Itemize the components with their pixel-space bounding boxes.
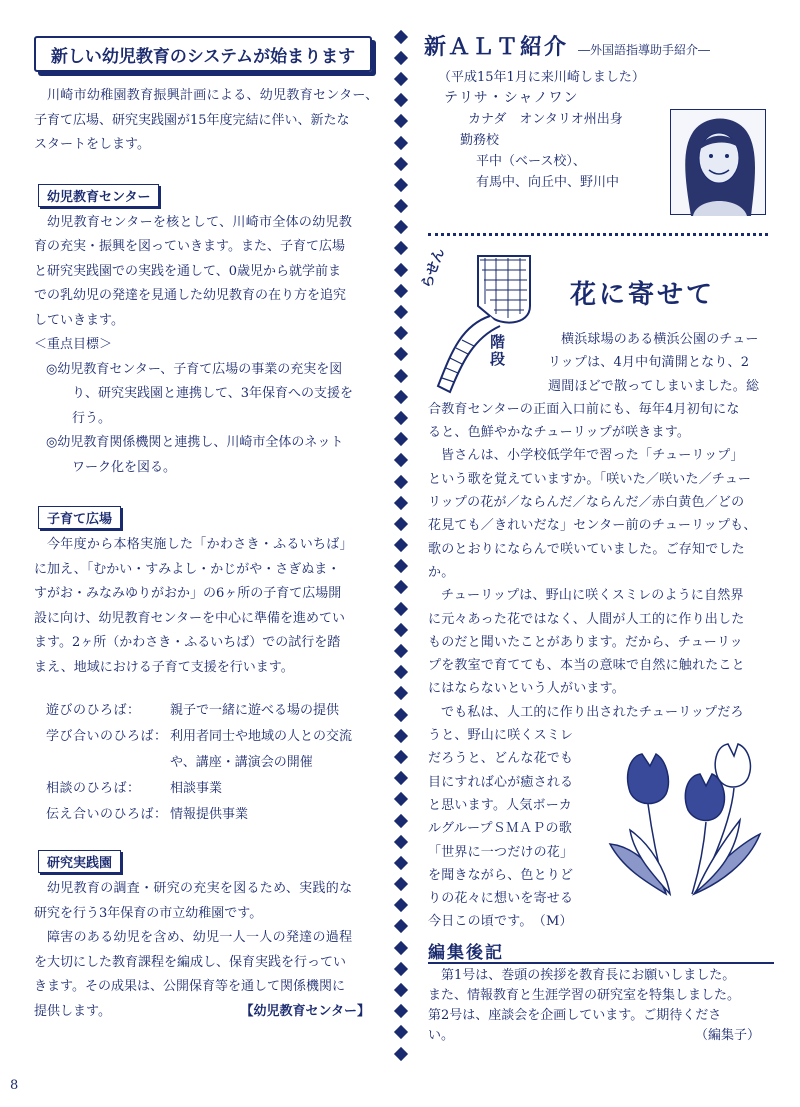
text-line: に加え、「むかい・すみよし・かじがや・さぎぬま・ — [34, 561, 341, 577]
text-line: りの花々に想いを寄せる — [428, 891, 574, 907]
text-line: ものだと聞いたことがあります。だから、チューリッ — [428, 634, 743, 650]
place-desc: や、講座・講演会の開催 — [170, 755, 313, 770]
diamond-ornament — [394, 72, 408, 86]
place-name: 伝え合いのひろば： — [46, 807, 168, 822]
list-item — [34, 776, 384, 802]
diamond-ornament — [394, 1025, 408, 1039]
place-desc: 親子で一緒に遊べる場の提供 — [170, 703, 340, 718]
place-desc: 相談事業 — [170, 781, 223, 796]
text-line: でも私は、人工的に作り出されたチューリップだろ — [441, 704, 744, 720]
text-line: 今日この頃です。 （M） — [428, 914, 573, 930]
diamond-ornament — [394, 114, 408, 128]
text-line: 目にすれば心が癒される — [428, 774, 574, 790]
diamond-ornament — [394, 813, 408, 827]
diamond-ornament — [394, 390, 408, 404]
text-line: していきます。 — [34, 312, 124, 328]
diamond-ornament — [394, 453, 408, 467]
diamond-ornament — [394, 135, 408, 149]
text-line: チューリップは、野山に咲くスミレのように自然界 — [441, 588, 744, 604]
alt-name: テリサ・シャノワン — [444, 90, 579, 106]
diamond-ornament — [394, 199, 408, 213]
diamond-ornament — [394, 517, 408, 531]
diamond-ornament — [394, 919, 408, 933]
alt-section — [424, 30, 774, 221]
diamond-ornament — [394, 157, 408, 171]
text-line: 今年度から本格実施した「かわさき・ふるいちば」 — [47, 537, 353, 552]
text-line: と思います。人気ボーカ — [428, 797, 572, 813]
text-line: リップは、4月中旬満開となり、2 — [548, 355, 750, 371]
text-line: うと、野山に咲くスミレ — [428, 728, 574, 744]
place-desc: 利用者同士や地域の人との交流 — [170, 729, 353, 744]
text-line: まえ、地域における子育て支援を行います。 — [34, 659, 294, 675]
diamond-ornament — [394, 983, 408, 997]
diamond-divider — [394, 26, 408, 1076]
text-line: 研究を行う3年保育の市立幼稚園です。 — [34, 905, 263, 921]
diamond-ornament — [394, 644, 408, 658]
diamond-ornament — [394, 241, 408, 255]
diamond-ornament — [394, 898, 408, 912]
text-line: 幼児教育の調査・研究の充実を図るため、実践的な — [47, 881, 353, 896]
diamond-ornament — [394, 771, 408, 785]
diamond-ornament — [394, 856, 408, 870]
editor-signature: （編集子） — [694, 1028, 760, 1043]
diamond-ornament — [394, 178, 408, 192]
list-item — [34, 724, 384, 750]
text-line: ます。2ヶ所（かわさき・ふるいちば）での試行を踏 — [34, 635, 341, 650]
diamond-ornament — [394, 559, 408, 573]
place-name: 遊びのひろば： — [46, 703, 141, 718]
list-item — [34, 750, 384, 776]
diamond-ornament — [394, 1047, 408, 1061]
text-line: での乳幼児の発達を見通した幼児教育の在り方を追究 — [34, 288, 347, 303]
text-line: リップの花が／ならんだ／ならんだ／赤白黄色／どの — [428, 495, 745, 511]
alt-work-label: 勤務校 — [460, 133, 500, 148]
text-line: また、情報教育と生涯学習の研究室を特集しました。 — [428, 988, 741, 1003]
diamond-ornament — [394, 1004, 408, 1018]
dotted-separator — [428, 233, 768, 236]
alt-origin: カナダ オンタリオ州出身 — [468, 112, 623, 127]
text-line: 皆さんは、小学校低学年で習った「チューリップ」 — [441, 448, 744, 464]
list-item — [34, 698, 384, 724]
text-line: 花見ても／きれいだな」センター前のチューリップも、 — [428, 518, 757, 534]
text-line: と研究実践園での実践を通して、0歳児から就学前ま — [34, 263, 342, 279]
place-name: 学び合いのひろば： — [46, 729, 168, 744]
goal-line: り、研究実践園と連携して、3年保育への支援を — [72, 386, 354, 401]
diamond-ornament — [394, 93, 408, 107]
diamond-ornament — [394, 665, 408, 679]
diamond-ornament — [394, 877, 408, 891]
diamond-ornament — [394, 580, 408, 594]
research-text — [34, 877, 384, 1019]
text-line: にはならないという人がいます。 — [428, 681, 625, 697]
diamond-ornament — [394, 30, 408, 44]
flower-title: 花に寄せて — [570, 280, 716, 310]
text-line: を大切にした教育課程を編成し、保育実践を行ってい — [34, 954, 347, 970]
section-heading-research: 研究実践園 — [38, 850, 121, 873]
text-line: すがお・みなみゆりがおか」の6ヶ所の子育て広場開 — [34, 586, 342, 601]
diamond-ornament — [394, 305, 408, 319]
diamond-ornament — [394, 602, 408, 616]
page-number: 8 — [10, 1078, 19, 1093]
goal-line: 行う。 — [72, 410, 112, 426]
alt-school: 有馬中、向丘中、野川中 — [476, 175, 620, 190]
section-heading-hiroba: 子育て広場 — [38, 506, 121, 529]
stairs-label: らせん — [418, 246, 448, 291]
diamond-ornament — [394, 220, 408, 234]
text-line: きます。その成果は、公開保育等を通して関係機関に — [34, 979, 345, 994]
diamond-ornament — [394, 347, 408, 361]
editorial-heading: 編集後記 — [428, 943, 504, 963]
text-line: 横浜球場のある横浜公園のチュー — [561, 332, 759, 347]
hiroba-text — [34, 533, 384, 680]
text-line: 幼児教育センターを核として、川崎市全体の幼児教 — [47, 214, 353, 230]
goal-line: ◎幼児教育センター、子育て広場の事業の充実を図 — [46, 361, 343, 377]
diamond-ornament — [394, 284, 408, 298]
diamond-ornament — [394, 708, 408, 722]
text-line: 歌のとおりにならんで咲いていました。ご存知でした — [428, 541, 745, 557]
text-line: 第1号は、巻頭の挨拶を教育長にお願いしました。 — [441, 968, 736, 983]
editorial-rule — [428, 962, 774, 964]
diamond-ornament — [394, 835, 408, 849]
alt-subtitle: ―外国語指導助手紹介― — [578, 43, 711, 57]
alt-arrival: （平成15年1月に来川崎しました） — [438, 70, 645, 85]
text-line: 第2号は、座談会を企画しています。ご期待くださ — [428, 1008, 722, 1023]
diamond-ornament — [394, 792, 408, 806]
place-desc: 情報提供事業 — [170, 807, 249, 822]
text-line: い。 — [428, 1028, 455, 1043]
left-column — [34, 36, 384, 1019]
center-text — [34, 211, 384, 481]
text-line: 合教育センターの正面入口前にも、毎年4月初旬にな — [428, 401, 740, 417]
article-title: 新しい幼児教育のシステムが始まります — [34, 36, 372, 72]
portrait-icon — [671, 110, 767, 216]
editorial-text — [428, 966, 774, 1046]
stairs-label-2: 階段 — [490, 333, 506, 368]
place-name — [46, 750, 170, 776]
diamond-ornament — [394, 623, 408, 637]
diamond-ornament — [394, 538, 408, 552]
diamond-ornament — [394, 941, 408, 955]
intro-line: スタートをします。 — [34, 137, 150, 152]
intro-line: 子育て広場、研究実践園が15年度完結に伴い、新たな — [34, 112, 350, 128]
diamond-ornament — [394, 750, 408, 764]
diamond-ornament — [394, 474, 408, 488]
text-line: 育の充実・振興を図っていきます。また、子育て広場 — [34, 239, 345, 254]
list-item — [34, 802, 384, 828]
alt-school: 平中（ベース校）、 — [476, 154, 586, 169]
diamond-ornament — [394, 729, 408, 743]
diamond-ornament — [394, 326, 408, 340]
text-line: という歌を覚えていますか。「咲いた／咲いた／チュー — [428, 471, 752, 487]
goal-line: ワーク化を図る。 — [72, 459, 177, 475]
text-line: だろうと、どんな花でも — [428, 751, 574, 767]
diamond-ornament — [394, 369, 408, 383]
text-line: 設に向け、幼児教育センターを中心に準備を進めてい — [34, 610, 345, 626]
text-line: に元々あった花ではなく、人間が人工的に作り出した — [428, 611, 745, 627]
alt-portrait-photo — [670, 109, 766, 215]
text-line: ると、色鮮やかなチューリップが咲きます。 — [428, 425, 691, 441]
diamond-ornament — [394, 496, 408, 510]
intro-text — [34, 84, 384, 158]
text-line: を聞きながら、色とりど — [428, 867, 574, 883]
text-line: 週間ほどで散ってしまいました。総 — [548, 378, 760, 394]
diamond-ornament — [394, 686, 408, 700]
diamond-ornament — [394, 51, 408, 65]
alt-title: 新ＡＬＴ紹介 — [424, 35, 569, 60]
signature: 【幼児教育センター】 — [240, 1004, 370, 1019]
diamond-ornament — [394, 411, 408, 425]
text-line: ルグループＳＭＡＰの歌 — [428, 821, 572, 837]
hiroba-places-list — [34, 698, 384, 828]
diamond-ornament — [394, 432, 408, 446]
section-heading-center: 幼児教育センター — [38, 184, 159, 207]
text-line: 提供します。 — [34, 1003, 111, 1019]
text-line: 「世界に一つだけの花」 — [428, 844, 574, 860]
text-line: 障害のある幼児を含め、幼児一人一人の発達の過程 — [47, 930, 353, 945]
goal-line: ◎幼児教育関係機関と連携し、川崎市全体のネット — [46, 435, 344, 450]
tulip-illustration-icon — [600, 734, 770, 904]
diamond-ornament — [394, 263, 408, 277]
goals-label: ＜重点目標＞ — [34, 337, 113, 352]
place-name: 相談のひろば： — [46, 781, 141, 796]
diamond-ornament — [394, 962, 408, 976]
text-line: か。 — [428, 564, 455, 580]
text-line: プを教室で育てても、本当の意味で自然に触れたこと — [428, 658, 745, 674]
alt-info — [428, 67, 645, 193]
intro-line: 川崎市幼稚園教育振興計画による、幼児教育センター、 — [47, 88, 379, 103]
